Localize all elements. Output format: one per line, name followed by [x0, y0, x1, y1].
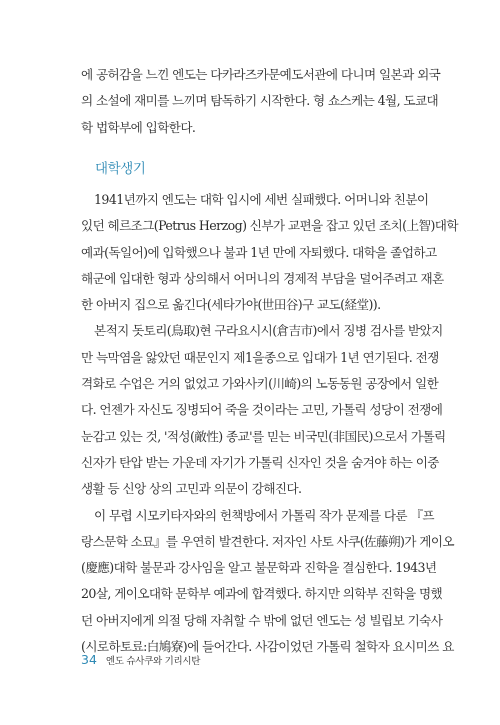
text-line: 랑스문학 소묘』를 우연히 발견한다. 저자인 사토 사쿠(佐藤朔)가 게이오 [81, 533, 454, 549]
text-line: (慶應)대학 불문과 강사임을 알고 불문학과 진학을 결심한다. 1943년 [81, 560, 437, 576]
text-line: 본적지 돗토리(鳥取)현 구라요시시(倉吉市)에서 징병 검사를 받았지 [94, 323, 443, 339]
text-line: 에 공허감을 느낀 엔도는 다카라즈카문예도서관에 다니며 일본과 외국 [81, 67, 441, 82]
page-number: 34 [81, 652, 97, 667]
text-line: 격화로 수업은 거의 없었고 가와사키(川崎)의 노동동원 공장에서 일한 [81, 376, 439, 392]
section-heading: 대학생기 [95, 161, 146, 177]
text-line: 생활 등 신앙 상의 고민과 의문이 강해진다. [81, 481, 302, 497]
text-line: 의 소설에 재미를 느끼며 탐독하기 시작한다. 형 쇼스케는 4월, 도쿄대 [81, 93, 439, 109]
page-footer [81, 652, 200, 667]
text-line: 다. 언젠가 자신도 징병되어 죽을 것이라는 고민, 가톨릭 성당이 전쟁에 [81, 402, 443, 418]
text-line: 1941년까지 엔도는 대학 입시에 세번 실패했다. 어머니와 친분이 [94, 192, 429, 207]
text-line: (시로하토료:白鳩寮)에 들어간다. 사감이었던 가톨릭 철학자 요시미쓰 요 [81, 639, 454, 655]
text-line: 던 아버지에게 의절 당해 자취할 수 밖에 없던 엔도는 성 빌립보 기숙사 [81, 612, 443, 628]
body-text [81, 187, 458, 660]
text-line: 이 무렵 시모키타자와의 헌책방에서 가톨릭 작가 문제를 다룬 『프 [94, 507, 434, 523]
text-line: 20살, 게이오대학 문학부 예과에 합격했다. 하지만 의학부 진학을 명했 [81, 586, 443, 602]
text-line: 눈감고 있는 것, '적성(敵性) 종교'를 믿는 비국민(非国民)으로서 가톨릭 [81, 428, 446, 444]
text-line: 학 법학부에 입학한다. [81, 119, 196, 135]
intro-paragraph [81, 62, 441, 141]
text-line: 예과(독일어)에 입학했으나 불과 1년 만에 자퇴했다. 대학을 졸업하고 [81, 244, 437, 260]
text-line: 신자가 탄압 받는 가운데 자기가 가톨릭 신자인 것을 숨겨야 하는 이중 [81, 454, 439, 470]
running-title: 엔도 슈사쿠와 기리시탄 [105, 656, 201, 667]
text-line: 한 아버지 집으로 옮긴다(세타가야(世田谷)구 교도(経堂)). [81, 297, 381, 313]
text-line: 해군에 입대한 형과 상의해서 어머니의 경제적 부담을 덜어주려고 재혼 [81, 270, 444, 286]
text-line: 있던 헤르조그(Petrus Herzog) 신부가 교편을 잡고 있던 조치(上智)대학 [81, 218, 458, 234]
text-line: 만 늑막염을 앓았던 때문인지 제1을종으로 입대가 1년 연기된다. 전쟁 [81, 349, 439, 365]
